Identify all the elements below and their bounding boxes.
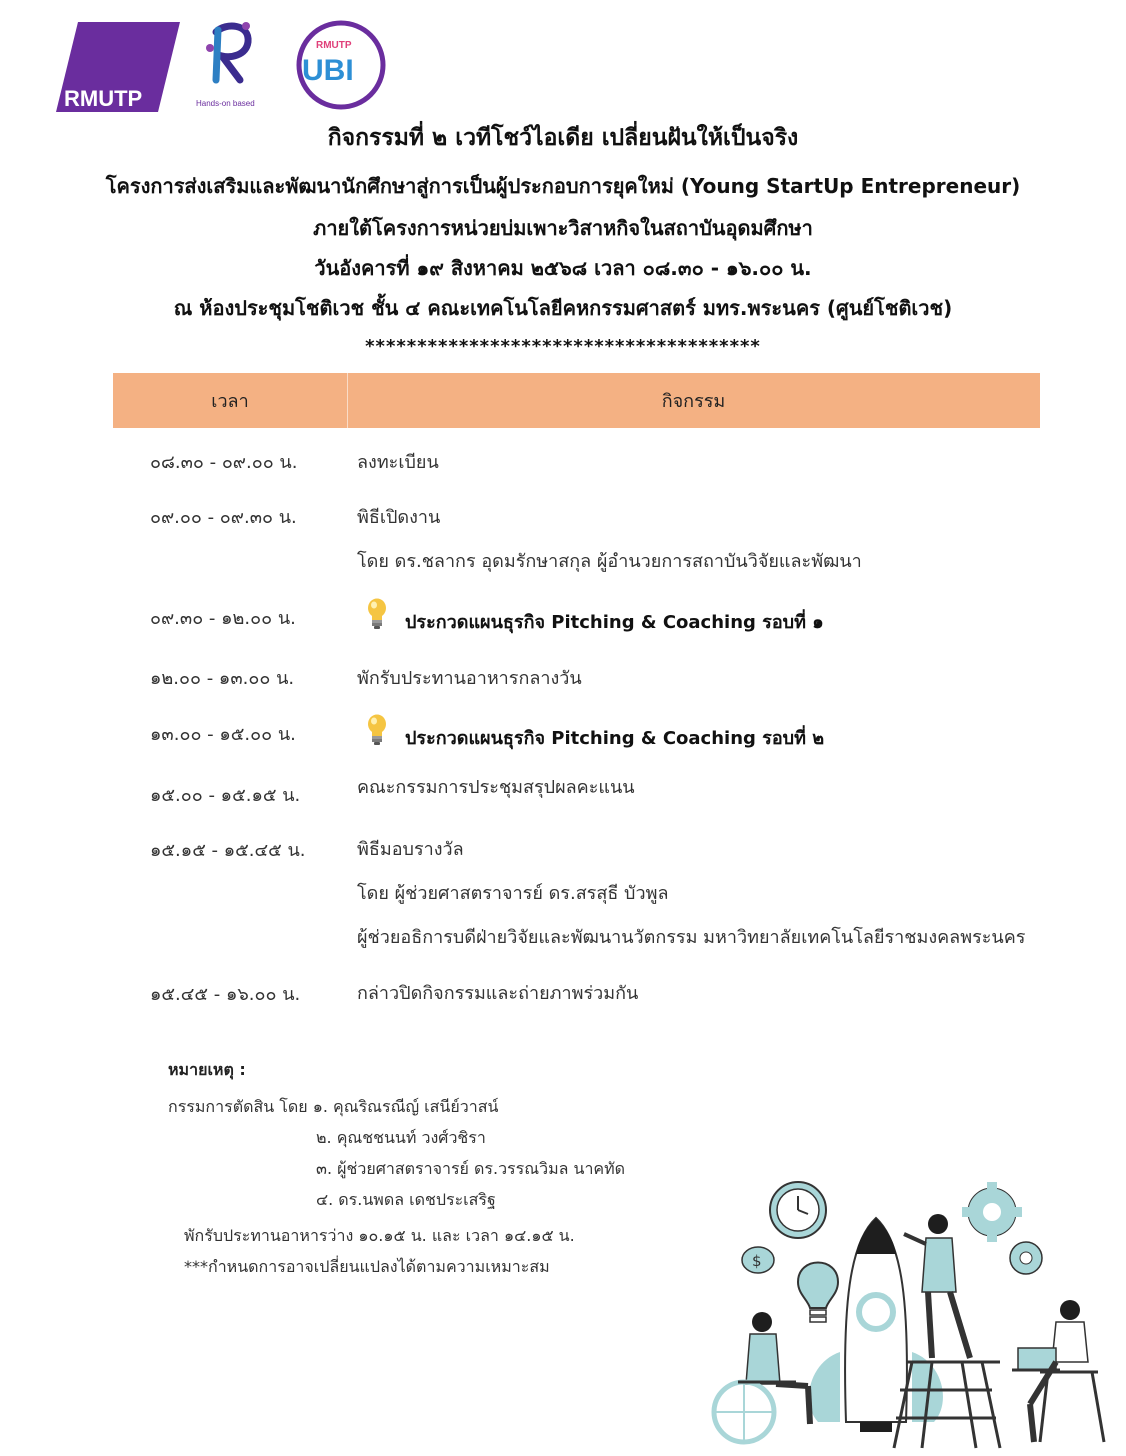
- column-header-time: เวลา: [211, 391, 249, 412]
- break-note: พักรับประทานอาหารว่าง ๑๐.๑๕ น. และ เวลา ๑๔.๑๕ น.: [184, 1226, 575, 1245]
- row-activity-5: ประกวดแผนธุรกิจ Pitching & Coaching รอบที่ ๒: [405, 728, 825, 749]
- row-activity-1: ลงทะเบียน: [357, 452, 439, 473]
- lightbulb-icon: [366, 598, 388, 630]
- rmutp-logo: [56, 22, 180, 112]
- dollar-coin-icon: [742, 1247, 774, 1273]
- event-venue: ณ ห้องประชุมโชติเวช ชั้น ๔ คณะเทคโนโลยีคหกรรมศาสตร์ มทร.พระนคร (ศูนย์โชติเวช): [173, 296, 953, 320]
- notes-heading: หมายเหตุ :: [168, 1060, 246, 1079]
- row-detail-2: โดย ดร.ชลากร อุดมรักษาสกุล ผู้อำนวยการสถาบันวิจัยและพัฒนา: [357, 551, 862, 572]
- judges-line-4: ๔. ดร.นพดล เดชประเสริฐ: [316, 1190, 496, 1209]
- rocket-icon: [809, 1218, 943, 1432]
- row-activity-7: พิธีมอบรางวัล: [357, 839, 464, 860]
- hands-on-logo: [196, 18, 266, 110]
- row-detail-7: โดย ผู้ช่วยศาสตราจารย์ ดร.สรสุธี บัวพูล: [357, 883, 669, 904]
- startup-illustration: [700, 1172, 1120, 1450]
- row-time-3: ๐๙.๓๐ - ๑๒.๐๐ น.: [150, 608, 296, 629]
- ubi-logo: [294, 18, 388, 112]
- row-detail2-7: ผู้ช่วยอธิการบดีฝ่ายวิจัยและพัฒนานวัตกรรม มหาวิทยาลัยเทคโนโลยีราชมงคลพระนคร: [357, 927, 1026, 948]
- hands-on-caption: Hands-on based: [196, 99, 255, 108]
- row-time-7: ๑๕.๑๕ - ๑๕.๔๕ น.: [150, 840, 306, 861]
- row-activity-3: ประกวดแผนธุรกิจ Pitching & Coaching รอบที่ ๑: [405, 612, 824, 633]
- row-time-2: ๐๙.๐๐ - ๐๙.๓๐ น.: [150, 507, 297, 528]
- column-header-activity: กิจกรรม: [661, 391, 726, 412]
- row-activity-6: คณะกรรมการประชุมสรุปผลคะแนน: [357, 777, 635, 798]
- ladder-icon: [894, 1362, 1000, 1448]
- row-time-4: ๑๒.๐๐ - ๑๓.๐๐ น.: [150, 668, 295, 689]
- ubi-main-text: UBI: [302, 54, 354, 87]
- lightbulb-icon: [366, 714, 388, 746]
- gear-icon: [962, 1182, 1022, 1242]
- gear-small-icon: [1010, 1242, 1042, 1274]
- judges-line-2: ๒. คุณชชนนท์ วงศ์วชิรา: [316, 1128, 486, 1147]
- row-activity-4: พักรับประทานอาหารกลางวัน: [357, 668, 582, 689]
- row-activity-2: พิธีเปิดงาน: [357, 507, 441, 528]
- page-title: กิจกรรมที่ ๒ เวทีโชว์ไอเดีย เปลี่ยนฝันให้เป็นจริง: [327, 125, 799, 151]
- row-time-8: ๑๕.๔๕ - ๑๖.๐๐ น.: [150, 984, 301, 1005]
- svg-text:$: $: [752, 1252, 762, 1270]
- program-under: ภายใต้โครงการหน่วยบ่มเพาะวิสาหกิจในสถาบันอุดมศึกษา: [313, 216, 813, 240]
- idea-bulb-icon: [798, 1263, 838, 1323]
- project-name: โครงการส่งเสริมและพัฒนานักศึกษาสู่การเป็นผู้ประกอบการยุคใหม่ (Young StartUp Entrepreneur): [105, 174, 1021, 198]
- schedule-header: [113, 373, 1040, 428]
- row-time-5: ๑๓.๐๐ - ๑๕.๐๐ น.: [150, 724, 296, 745]
- ubi-top-text: RMUTP: [316, 40, 352, 51]
- man-laptop-figure: [1012, 1300, 1104, 1442]
- logo-bar: [56, 18, 396, 114]
- clock-icon: [770, 1182, 826, 1238]
- judges-line-1: กรรมการตัดสิน โดย ๑. คุณริณรณีญ์ เสนีย์วาสน์: [168, 1097, 499, 1116]
- man-wheelchair-figure: [714, 1312, 810, 1442]
- event-date: วันอังคารที่ ๑๙ สิงหาคม ๒๕๖๘ เวลา ๐๘.๓๐ - ๑๖.๐๐ น.: [314, 256, 812, 280]
- row-time-1: ๐๘.๓๐ - ๐๙.๐๐ น.: [150, 452, 298, 473]
- row-time-6: ๑๕.๐๐ - ๑๕.๑๕ น.: [150, 785, 301, 806]
- woman-figure: [904, 1214, 970, 1358]
- judges-line-3: ๓. ผู้ช่วยศาสตราจารย์ ดร.วรรณวิมล นาคทัด: [316, 1159, 626, 1178]
- star-divider: **************************************: [365, 336, 761, 357]
- rmutp-logo-text: RMUTP: [64, 86, 143, 111]
- row-activity-8: กล่าวปิดกิจกรรมและถ่ายภาพร่วมกัน: [357, 983, 639, 1004]
- disclaimer-note: ***กำหนดการอาจเปลี่ยนแปลงได้ตามความเหมาะสม: [184, 1257, 550, 1276]
